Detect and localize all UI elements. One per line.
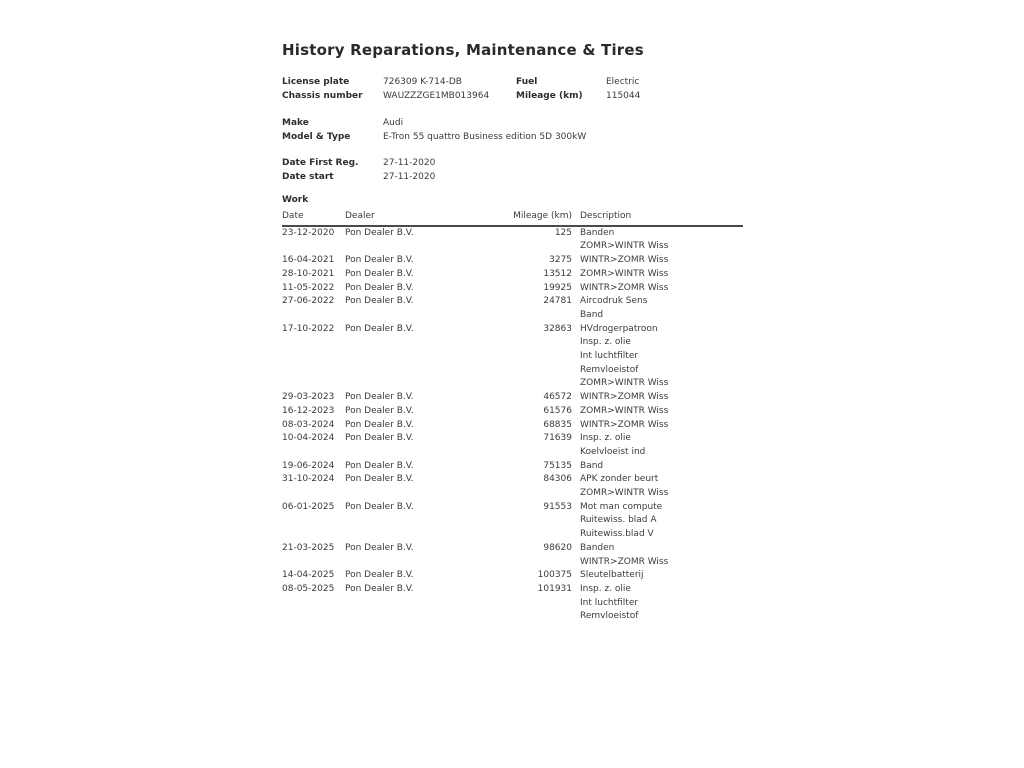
work-description-line: Insp. z. olie	[580, 337, 631, 348]
work-description-line: ZOMR>WINTR Wiss	[580, 268, 669, 279]
work-mileage-cell: 101931	[537, 583, 572, 594]
work-description-cell	[580, 268, 743, 282]
work-mileage-cell: 91553	[543, 501, 572, 512]
make-value: Audi	[383, 118, 404, 128]
info-row	[282, 157, 744, 171]
work-date-cell: 08-05-2025	[282, 583, 335, 594]
date-first-reg-label: Date First Reg.	[282, 158, 359, 168]
work-mileage-cell: 13512	[543, 268, 572, 279]
work-description-cell	[580, 432, 743, 459]
table-row	[282, 254, 743, 268]
work-description-cell	[580, 542, 743, 569]
report-content	[282, 0, 744, 768]
work-description-line: Insp. z. olie	[580, 433, 631, 444]
info-row	[282, 117, 744, 131]
work-description-line: HVdrogerpatroon	[580, 323, 658, 334]
work-description-cell	[580, 282, 743, 296]
work-date-cell: 06-01-2025	[282, 501, 335, 512]
work-mileage-cell: 46572	[543, 392, 572, 403]
table-row	[282, 419, 743, 433]
work-dealer-cell: Pon Dealer B.V.	[345, 542, 414, 553]
table-row	[282, 569, 743, 583]
work-mileage-cell: 100375	[537, 570, 572, 581]
table-row	[282, 501, 743, 542]
info-row	[282, 171, 744, 185]
work-dealer-cell: Pon Dealer B.V.	[345, 282, 414, 293]
work-dealer-cell: Pon Dealer B.V.	[345, 268, 414, 279]
work-description-cell	[580, 460, 743, 474]
work-date-cell: 21-03-2025	[282, 542, 335, 553]
work-dealer-cell: Pon Dealer B.V.	[345, 227, 414, 238]
work-description-cell	[580, 583, 743, 624]
work-description-line: Band	[580, 460, 604, 471]
table-row	[282, 323, 743, 392]
work-date-cell: 14-04-2025	[282, 570, 335, 581]
work-description-line: ZOMR>WINTR Wiss	[580, 488, 669, 499]
work-mileage-cell: 19925	[543, 282, 572, 293]
work-description-line: Koelvloeist ind	[580, 446, 646, 457]
page-title: History Reparations, Maintenance & Tires	[282, 41, 644, 59]
date-first-reg-value: 27-11-2020	[383, 158, 436, 168]
work-date-cell: 19-06-2024	[282, 460, 335, 471]
work-dealer-cell: Pon Dealer B.V.	[345, 583, 414, 594]
work-mileage-cell: 32863	[543, 323, 572, 334]
make-label: Make	[282, 118, 309, 128]
table-row	[282, 227, 743, 254]
table-row	[282, 460, 743, 474]
work-dealer-cell: Pon Dealer B.V.	[345, 296, 414, 307]
work-description-line: Remvloeistof	[580, 611, 639, 622]
work-description-line: Ruitewiss. blad A	[580, 515, 657, 526]
info-row	[282, 90, 744, 104]
license-plate-value: 726309 K-714-DB	[383, 77, 462, 87]
vehicle-id-section	[282, 76, 744, 103]
work-mileage-cell: 84306	[543, 474, 572, 485]
column-header-description: Description	[580, 211, 632, 221]
work-description-line: Int luchtfilter	[580, 597, 639, 608]
work-description-line: Mot man compute	[580, 501, 663, 512]
mileage-value: 115044	[606, 90, 641, 101]
work-date-cell: 17-10-2022	[282, 323, 335, 334]
table-row	[282, 432, 743, 459]
work-description-cell	[580, 569, 743, 583]
work-dealer-cell: Pon Dealer B.V.	[345, 474, 414, 485]
fuel-label: Fuel	[516, 77, 538, 87]
table-row	[282, 405, 743, 419]
work-mileage-cell: 68835	[543, 419, 572, 430]
work-mileage-cell: 61576	[543, 405, 572, 416]
work-dealer-cell: Pon Dealer B.V.	[345, 570, 414, 581]
work-date-cell: 27-06-2022	[282, 296, 335, 307]
work-description-cell	[580, 405, 743, 419]
work-description-line: WINTR>ZOMR Wiss	[580, 255, 669, 266]
vehicle-make-section	[282, 117, 744, 144]
work-dealer-cell: Pon Dealer B.V.	[345, 433, 414, 444]
work-description-cell	[580, 254, 743, 268]
work-description-line: Int luchtfilter	[580, 351, 639, 362]
work-section-heading: Work	[282, 195, 309, 205]
work-description-line: Insp. z. olie	[580, 583, 631, 594]
work-description-cell	[580, 501, 743, 542]
work-description-line: Band	[580, 309, 604, 320]
work-table-header	[282, 210, 743, 227]
work-dealer-cell: Pon Dealer B.V.	[345, 255, 414, 266]
work-description-cell	[580, 227, 743, 254]
work-description-line: APK zonder beurt	[580, 474, 659, 485]
mileage-label: Mileage (km)	[516, 90, 583, 101]
work-description-cell	[580, 473, 743, 500]
column-header-mileage: Mileage (km)	[513, 211, 572, 221]
work-mileage-cell: 71639	[543, 433, 572, 444]
work-date-cell: 28-10-2021	[282, 268, 335, 279]
work-description-line: Ruitewiss.blad V	[580, 529, 654, 540]
work-mileage-cell: 75135	[543, 460, 572, 471]
work-description-line: Banden	[580, 227, 615, 238]
work-description-line: ZOMR>WINTR Wiss	[580, 378, 669, 389]
work-date-cell: 29-03-2023	[282, 392, 335, 403]
model-type-value: E-Tron 55 quattro Business edition 5D 300kW	[383, 131, 587, 142]
work-mileage-cell: 24781	[543, 296, 572, 307]
work-description-line: Aircodruk Sens	[580, 296, 648, 307]
work-date-cell: 10-04-2024	[282, 433, 335, 444]
work-description-cell	[580, 323, 743, 392]
work-description-line: WINTR>ZOMR Wiss	[580, 556, 669, 567]
work-description-line: Banden	[580, 542, 615, 553]
work-description-cell	[580, 419, 743, 433]
date-start-value: 27-11-2020	[383, 171, 436, 182]
column-header-dealer: Dealer	[345, 211, 375, 221]
table-row	[282, 583, 743, 624]
work-dealer-cell: Pon Dealer B.V.	[345, 323, 414, 334]
work-dealer-cell: Pon Dealer B.V.	[345, 501, 414, 512]
info-row	[282, 76, 744, 90]
work-date-cell: 31-10-2024	[282, 474, 335, 485]
work-description-cell	[580, 295, 743, 322]
work-description-line: WINTR>ZOMR Wiss	[580, 392, 669, 403]
vehicle-dates-section	[282, 157, 744, 184]
work-table	[282, 210, 743, 624]
work-date-cell: 16-04-2021	[282, 255, 335, 266]
work-dealer-cell: Pon Dealer B.V.	[345, 460, 414, 471]
work-description-line: Remvloeistof	[580, 364, 639, 375]
work-date-cell: 23-12-2020	[282, 227, 335, 238]
table-row	[282, 295, 743, 322]
table-row	[282, 473, 743, 500]
date-start-label: Date start	[282, 171, 334, 182]
license-plate-label: License plate	[282, 77, 350, 87]
work-description-line: ZOMR>WINTR Wiss	[580, 241, 669, 252]
table-row	[282, 268, 743, 282]
work-dealer-cell: Pon Dealer B.V.	[345, 419, 414, 430]
table-row	[282, 391, 743, 405]
work-date-cell: 16-12-2023	[282, 405, 335, 416]
chassis-number-value: WAUZZZGE1MB013964	[383, 90, 490, 101]
work-description-line: WINTR>ZOMR Wiss	[580, 419, 669, 430]
column-header-date: Date	[282, 211, 304, 221]
fuel-value: Electric	[606, 77, 640, 87]
work-table-body	[282, 227, 743, 624]
chassis-number-label: Chassis number	[282, 90, 363, 101]
info-row	[282, 131, 744, 145]
work-date-cell: 08-03-2024	[282, 419, 335, 430]
work-mileage-cell: 125	[554, 227, 572, 238]
table-row	[282, 282, 743, 296]
work-mileage-cell: 98620	[543, 542, 572, 553]
work-dealer-cell: Pon Dealer B.V.	[345, 392, 414, 403]
work-mileage-cell: 3275	[549, 255, 572, 266]
work-description-line: ZOMR>WINTR Wiss	[580, 405, 669, 416]
model-type-label: Model & Type	[282, 131, 351, 142]
work-date-cell: 11-05-2022	[282, 282, 335, 293]
work-description-line: WINTR>ZOMR Wiss	[580, 282, 669, 293]
table-row	[282, 542, 743, 569]
work-dealer-cell: Pon Dealer B.V.	[345, 405, 414, 416]
work-description-cell	[580, 391, 743, 405]
work-description-line: Sleutelbatterij	[580, 570, 644, 581]
